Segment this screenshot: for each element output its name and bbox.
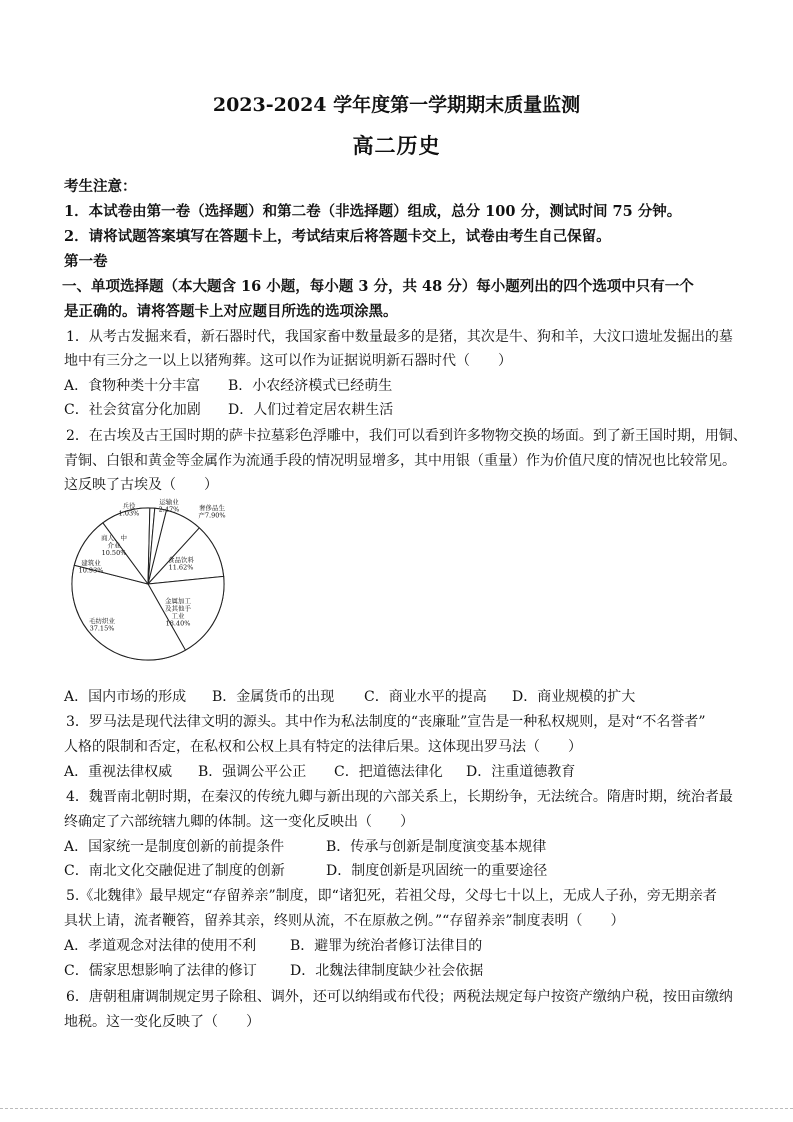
part-title-line-2: 是正确的。请将答题卡上对应题目所选的选项涂黑。 [64, 303, 398, 320]
q3-stem-line-2: 人格的限制和否定，在私权和公权上具有特定的法律后果。这体现出罗马法（ ） [64, 739, 582, 755]
q3-options-row [64, 761, 575, 781]
q4-option-a[interactable]: A．国家统一是制度创新的前提条件 [64, 839, 285, 855]
pie-slice-label: 毛纺织业 37.15% [89, 617, 115, 633]
q4-option-b[interactable]: B．传承与创新是制度演变基本规律 [326, 839, 547, 855]
notice-item-1: 1．本试卷由第一卷（选择题）和第二卷（非选择题）组成，总分 100 分，测试时间 75 分钟。 [64, 203, 682, 220]
q2-pie-chart [64, 492, 314, 672]
q2-options-row [64, 686, 635, 706]
q6-stem-line-2: 地税。这一变化反映了（ ） [64, 1014, 260, 1030]
q5-option-d[interactable]: D．北魏法律制度缺少社会依据 [290, 963, 484, 979]
q3-option-c[interactable]: C．把道德法律化 [334, 764, 443, 780]
q1-option-a[interactable]: A．食物种类十分丰富 [64, 378, 201, 394]
q2-option-a[interactable]: A．国内市场的形成 [64, 689, 187, 705]
page-bottom-rule [0, 1108, 793, 1109]
q3-option-b[interactable]: B．强调公平公正 [198, 764, 307, 780]
q4-stem-line-1: 4．魏晋南北朝时期，在秦汉的传统九卿与新出现的六部关系上，长期纷争，无法统合。隋唐时期，统治者最 [66, 789, 733, 805]
q5-options-row-2 [64, 960, 483, 980]
q4-options-row-1 [64, 836, 546, 856]
q5-stem-line-2: 具状上请，流者鞭笞，留养其亲，终则从流，不在原赦之例。”“存留养亲”制度表明（ ） [64, 913, 625, 929]
q1-option-d[interactable]: D．人们过着定居农耕生活 [228, 402, 394, 418]
q2-option-d[interactable]: D．商业规模的扩大 [512, 689, 636, 705]
q1-option-b[interactable]: B．小农经济模式已经萌生 [228, 378, 393, 394]
q1-options-row-2 [64, 399, 393, 419]
q2-stem-line-1: 2．在古埃及古王国时期的萨卡拉墓彩色浮雕中，我们可以看到许多物物交换的场面。到了新王国时期，用铜、 [66, 428, 747, 444]
q1-stem-line-1: 1．从考古发掘来看，新石器时代，我国家畜中数量最多的是猪，其次是牛、狗和羊，大汶口遗址发掘出的墓 [66, 329, 733, 345]
pie-slice-label: 建筑业 10.93% [78, 559, 104, 575]
pie-slice-label: 金属加工及其他手工业 18.40% [165, 597, 191, 628]
q2-option-b[interactable]: B．金属货币的出现 [212, 689, 335, 705]
notice-item-2: 2．请将试题答案填写在答题卡上，考试结束后将答题卡交上，试卷由考生自己保留。 [64, 228, 611, 245]
q2-option-c[interactable]: C．商业水平的提高 [364, 689, 487, 705]
q2-stem-line-3: 这反映了古埃及（ ） [64, 477, 218, 493]
pie-slice-label: 奢侈品生产7.90% [198, 504, 226, 520]
q1-stem-line-2: 地中有三分之一以上以猪殉葬。这可以作为证据说明新石器时代（ ） [64, 353, 512, 369]
q1-option-c[interactable]: C．社会贫富分化加剧 [64, 402, 201, 418]
q3-stem-line-1: 3．罗马法是现代法律文明的源头。其中作为私法制度的“丧廉耻”宣告是一种私权规则，是对“不名誉者” [66, 714, 706, 730]
q3-option-d[interactable]: D．注重道德教育 [466, 764, 576, 780]
q4-option-c[interactable]: C．南北文化交融促进了制度的创新 [64, 863, 285, 879]
notice-heading: 考生注意： [64, 178, 137, 195]
pie-slice-label: 食品饮料 11.62% [168, 556, 194, 572]
part-title-line-1: 一、单项选择题（本大题含 16 小题，每小题 3 分，共 48 分）每小题列出的四个选项中只有一个 [62, 278, 694, 295]
exam-title: 2023-2024 学年度第一学期期末质量监测 [212, 94, 581, 116]
q5-option-c[interactable]: C．儒家思想影响了法律的修订 [64, 963, 257, 979]
pie-slice-label: 运输业 2.47% [158, 498, 180, 514]
q2-stem-line-2: 青铜、白银和黄金等金属作为流通手段的情况明显增多，其中用银（重量）作为价值尺度的情况也比较常见。 [64, 453, 736, 469]
q4-options-row-2 [64, 860, 547, 880]
q4-stem-line-2: 终确定了六部统辖九卿的体制。这一变化反映出（ ） [64, 814, 414, 830]
pie-slice-label: 兵役 1.03% [118, 502, 140, 518]
q5-options-row-1 [64, 935, 482, 955]
q4-option-d[interactable]: D．制度创新是巩固统一的重要途径 [326, 863, 548, 879]
pie-slice-label: 商人、中介业 10.50% [101, 534, 127, 557]
subject-title: 高二历史 [352, 133, 441, 158]
q5-option-b[interactable]: B．避罪为统治者修订法律目的 [290, 938, 483, 954]
q6-stem-line-1: 6．唐朝租庸调制规定男子除租、调外，还可以纳绢或布代役；两税法规定每户按资产缴纳户税，按田亩缴纳 [66, 989, 733, 1005]
q5-option-a[interactable]: A．孝道观念对法律的使用不利 [64, 938, 257, 954]
volume-heading: 第一卷 [64, 253, 108, 270]
q5-stem-line-1: 5.《北魏律》最早规定“存留养亲”制度，即“诸犯死，若祖父母，父母七十以上，无成人子孙，旁无期亲者 [66, 888, 717, 904]
q1-options-row-1 [64, 375, 392, 395]
q3-option-a[interactable]: A．重视法律权威 [64, 764, 173, 780]
